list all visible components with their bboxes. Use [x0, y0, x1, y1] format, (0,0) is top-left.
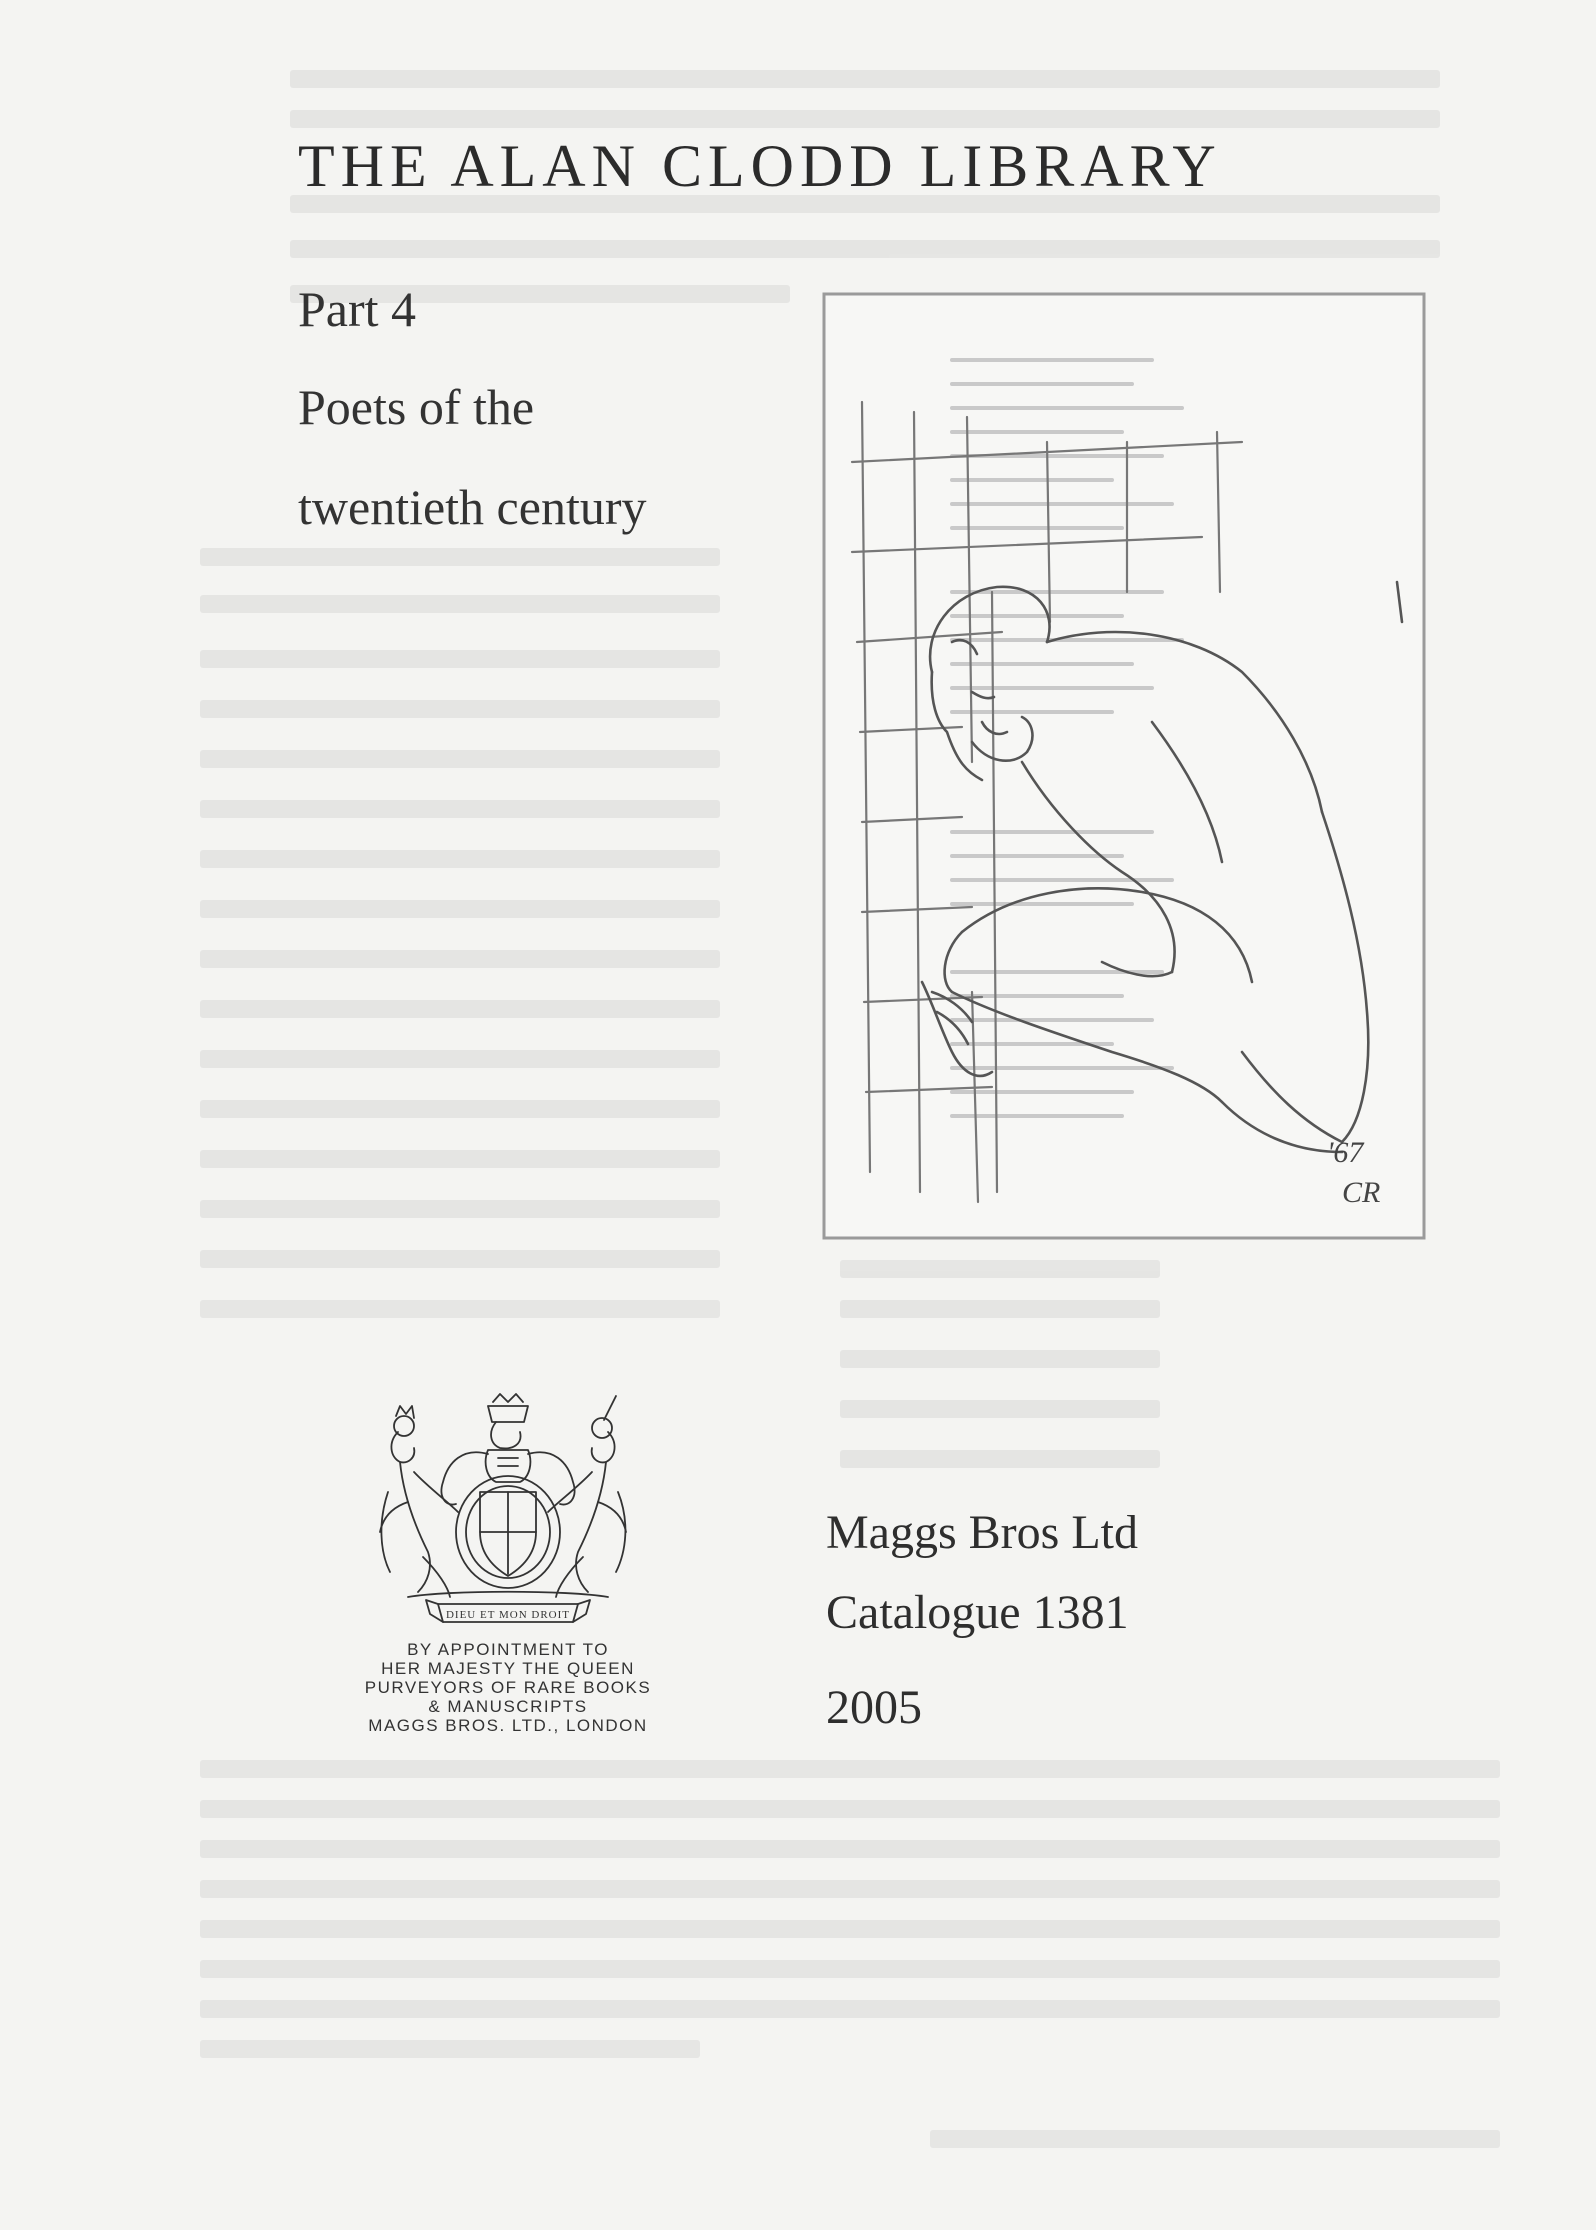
catalogue-title: THE ALAN CLODD LIBRARY: [298, 133, 1222, 199]
part-number: Part 4: [298, 281, 417, 337]
publisher-name: Maggs Bros Ltd: [826, 1506, 1138, 1559]
warrant-line: PURVEYORS OF RARE BOOKS: [364, 1678, 652, 1697]
royal-coat-of-arms-icon: [368, 1392, 648, 1632]
royal-warrant: [318, 1640, 698, 1735]
warrant-line: & MANUSCRIPTS: [428, 1697, 588, 1716]
warrant-line: HER MAJESTY THE QUEEN: [381, 1659, 635, 1678]
sketch-illustration: [822, 292, 1426, 1240]
inscription-date: '67: [1327, 1136, 1364, 1169]
warrant-line: MAGGS BROS. LTD., LONDON: [368, 1716, 648, 1735]
part-subject-line-1: Poets of the: [298, 379, 535, 435]
inscription-initials: CR: [1342, 1176, 1381, 1209]
publication-year: 2005: [826, 1681, 922, 1734]
part-subject-line-2: twentieth century: [298, 479, 647, 535]
warrant-line: BY APPOINTMENT TO: [407, 1640, 609, 1659]
catalogue-number: Catalogue 1381: [826, 1586, 1129, 1639]
crest-motto: DIEU ET MON DROIT: [445, 1609, 571, 1621]
